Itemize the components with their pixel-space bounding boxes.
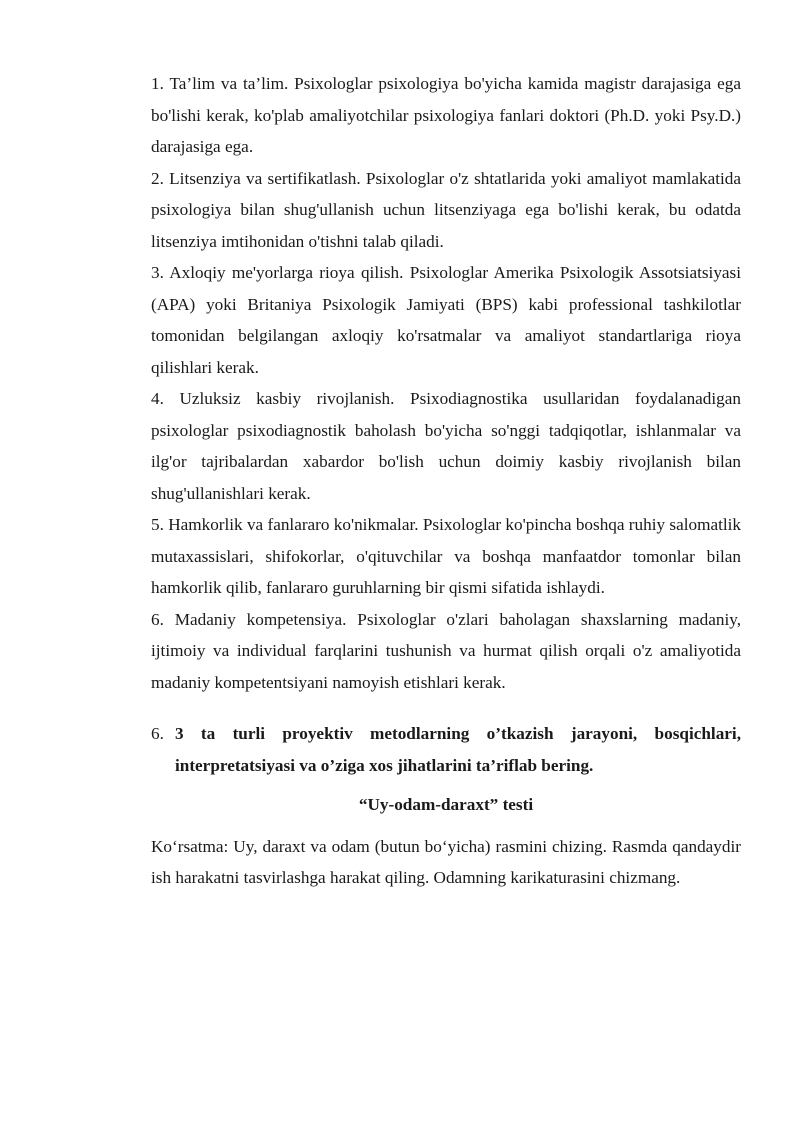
paragraph-ethics: 3. Axloqiy me'yorlarga rioya qilish. Psixologlar Amerika Psixologik Assotsiatsiyasi (APA) yoki Britaniya Psixologik Jamiyati (BPS) kabi professional tashkilotlar tomonidan belgilangan axloqiy ko'rsatmalar va amaliyot standartlariga rioya qilishlari kerak.	[151, 263, 741, 377]
paragraph-professional-development: 4. Uzluksiz kasbiy rivojlanish. Psixodiagnostika usullaridan foydalanadigan psixologlar psixodiagnostik baholash bo'yicha so'nggi tadqiqotlar, ishlanmalar va ilg'or tajribalardan xabardor bo'lish uchun doimiy kasbiy rivojlanish bilan shug'ullanishlari kerak.	[151, 389, 741, 503]
paragraph-collaboration: 5. Hamkorlik va fanlararo ko'nikmalar. Psixologlar ko'pincha boshqa ruhiy salomatlik mutaxassislari, shifokorlar, o'qituvchilar va boshqa manfaatdor tomonlar bilan hamkorlik qilib, fanlararo guruhlarning bir qismi sifatida ishlaydi.	[151, 515, 741, 597]
paragraph-cultural-competence: 6. Madaniy kompetensiya. Psixologlar o'zlari baholagan shaxslarning madaniy, ijtimoiy va individual farqlarini tushunish va hurmat qilish orqali o'z amaliyotida madaniy kompetentsiyani namoyish etishlari kerak.	[151, 609, 741, 692]
instruction-paragraph: Ko‘rsatma: Uy, daraxt va odam (butun bo‘yicha) rasmini chizing. Rasmda qandaydir ish harakatni tasvirlashga harakat qiling. Odamning karikaturasini chizmang.	[151, 836, 741, 887]
question-heading	[151, 718, 741, 781]
paragraph-licensing: 2. Litsenziya va sertifikatlash. Psixologlar o'z shtatlarida yoki amaliyot mamlakatida psixologiya bilan shug'ullanish uchun litsenziyaga ega bo'lishi kerak, bu odatda litsenziya imtihonidan o'tishni talab qiladi.	[151, 168, 741, 251]
question-number: 6.	[151, 724, 164, 743]
paragraph-education: 1. Ta’lim va ta’lim. Psixologlar psixologiya bo'yicha kamida magistr darajasiga ega bo'lishi kerak, ko'plab amaliyotchilar psixologiya fanlari doktori (Ph.D. yoki Psy.D.) darajasiga ega.	[151, 74, 741, 156]
question-text: 3 ta turli proyektiv metodlarning o’tkazish jarayoni, bosqichlari, interpretatsiyasi va o’ziga xos jihatlarini ta’riflab bering.	[175, 724, 741, 775]
document-page	[151, 68, 741, 894]
test-subtitle: “Uy-odam-daraxt” testi	[358, 795, 534, 814]
